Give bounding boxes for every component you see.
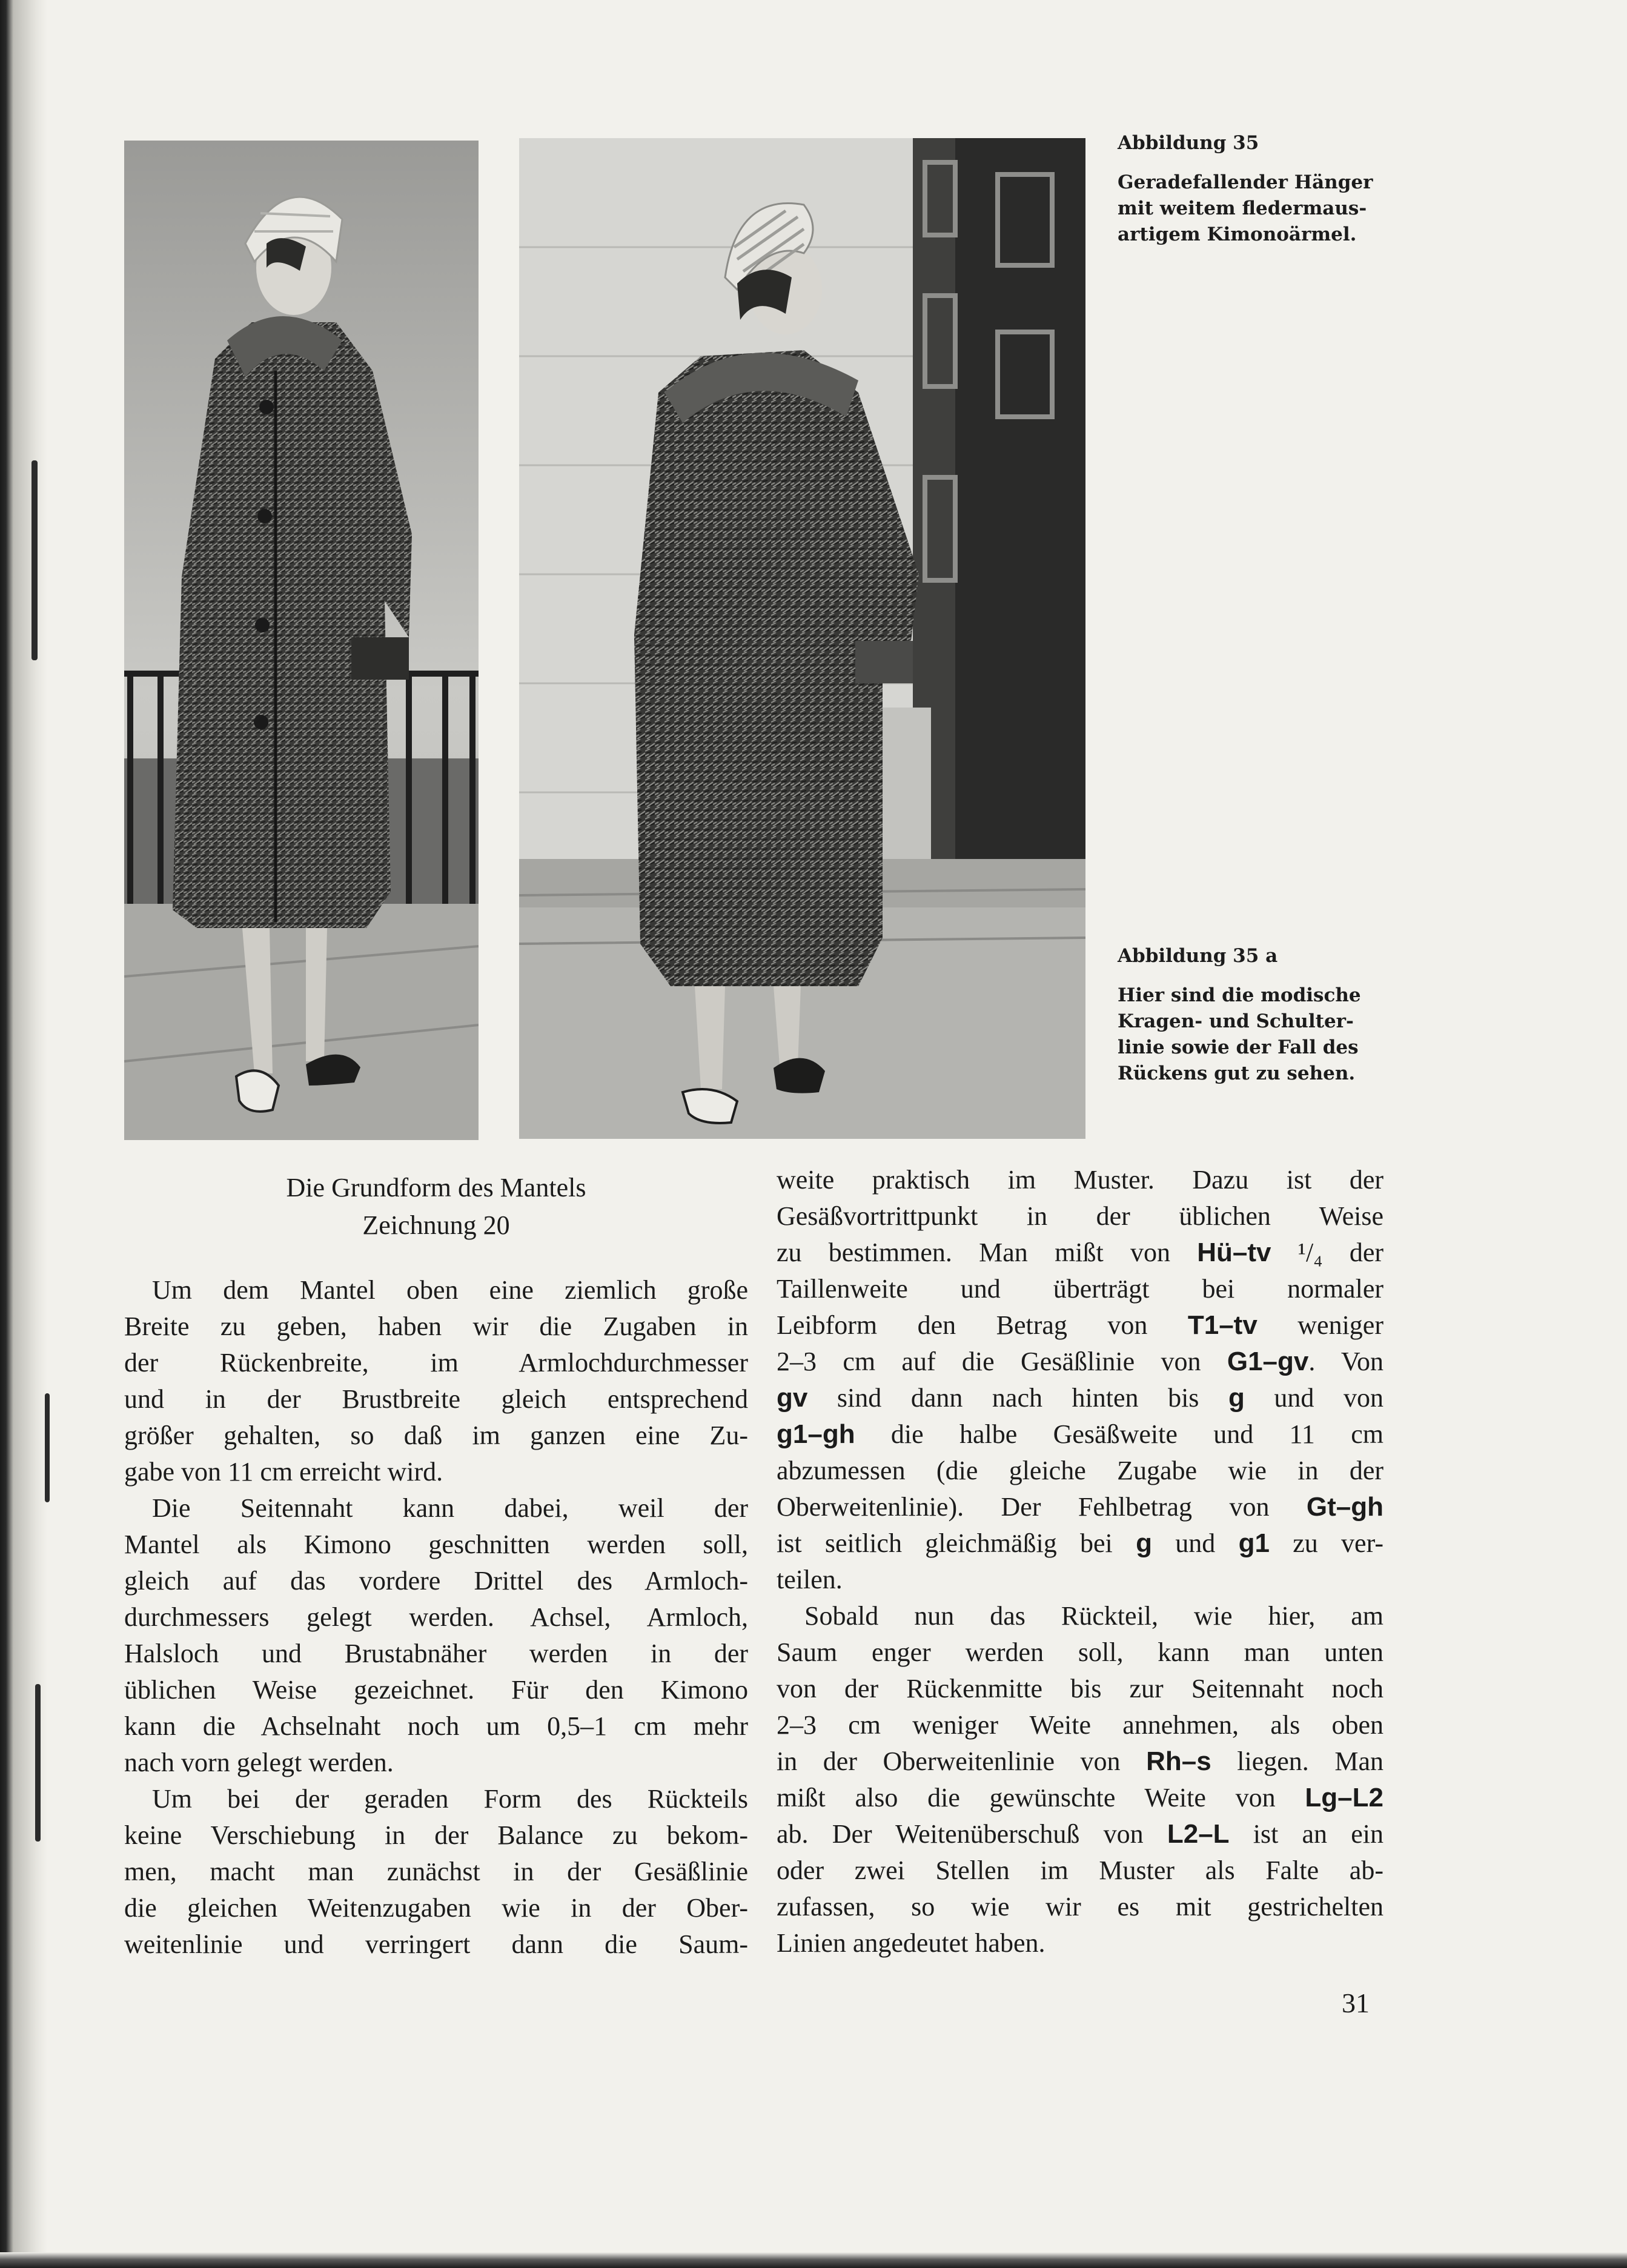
text-run: und [1151, 1528, 1239, 1558]
measurement-label: Lg–L2 [1305, 1783, 1383, 1812]
text-line [777, 1416, 1383, 1453]
text-run: die halbe Gesäßweite und 11 cm [855, 1419, 1383, 1449]
text-line: üblichen Weise gezeichnet. Für den Kimono [124, 1675, 748, 1705]
text-line [777, 1235, 1383, 1271]
text-line [777, 1344, 1383, 1380]
text-line: Um dem Mantel oben eine ziemlich große [152, 1275, 748, 1305]
measurement-label: T1–tv [1187, 1310, 1258, 1340]
caption-line: Geradefallender Hänger [1118, 171, 1373, 193]
figure-caption-35 [1118, 132, 1384, 248]
text-line: Um bei der geraden Form des Rückteils [152, 1784, 748, 1814]
text-line: und in der Brustbreite gleich entsprechend [124, 1384, 748, 1414]
text-line: 2–3 cm weniger Weite annehmen, als oben [777, 1710, 1383, 1740]
measurement-label: g1 [1238, 1528, 1270, 1558]
measurement-label: L2–L [1167, 1819, 1230, 1849]
text-line: Breite zu geben, haben wir die Zugaben in [124, 1311, 748, 1341]
text-line: Taillenweite und überträgt bei normaler [777, 1274, 1383, 1304]
text-column-left [124, 1272, 748, 1963]
page-number: 31 [1342, 1988, 1370, 2018]
figure-caption-35a [1118, 945, 1384, 1087]
caption-title: Abbildung 35 [1118, 132, 1259, 154]
text-line: weite praktisch im Muster. Dazu ist der [777, 1165, 1383, 1195]
text-run: ist an ein [1229, 1819, 1383, 1849]
caption-line: artigem Kimonoärmel. [1118, 224, 1357, 245]
caption-text [1118, 983, 1384, 1087]
caption-line: mit weitem fledermaus- [1118, 197, 1367, 219]
text-line: Linien angedeutet haben. [777, 1928, 1045, 1958]
text-line: von der Rückenmitte bis zur Seitennaht noch [777, 1674, 1383, 1703]
caption-line: Rückens gut zu sehen. [1118, 1063, 1356, 1084]
text-line: durchmessers gelegt werden. Achsel, Armloch, [124, 1602, 748, 1632]
text-line: Halsloch und Brustabnäher werden in der [124, 1639, 748, 1668]
text-line: abzumessen (die gleiche Zugabe wie in der [777, 1456, 1383, 1485]
text-run: ist seitlich gleichmäßig bei [777, 1528, 1136, 1558]
text-line [777, 1525, 1383, 1562]
text-line: gabe von 11 cm erreicht wird. [124, 1457, 443, 1487]
measurement-label: gv [777, 1383, 808, 1413]
section-subtitle: Zeichnung 20 [362, 1210, 510, 1240]
caption-title: Abbildung 35 a [1118, 945, 1278, 967]
photo-coat-back [519, 138, 1085, 1139]
photo-coat-front [124, 141, 479, 1140]
text-run: in der Oberweitenlinie von [777, 1746, 1147, 1776]
text-line: Die Seitennaht kann dabei, weil der [152, 1493, 748, 1523]
text-line [777, 1380, 1383, 1416]
binding-staple [35, 1684, 41, 1842]
measurement-label: G1–gv [1227, 1347, 1309, 1376]
text-run: ab. Der Weitenüberschuß von [777, 1819, 1167, 1849]
text-line: keine Verschiebung in der Balance zu bekom- [124, 1820, 748, 1850]
measurement-label: Gt–gh [1306, 1492, 1383, 1522]
text-line: teilen. [777, 1565, 843, 1594]
text-run: ¹/₄ der [1271, 1238, 1384, 1267]
section-heading [124, 1169, 748, 1244]
page-binding-edge [0, 0, 47, 2268]
caption-line: Kragen- und Schulter- [1118, 1010, 1354, 1032]
text-line [777, 1816, 1383, 1852]
measurement-label: Hü–tv [1197, 1238, 1271, 1267]
text-run: mißt also die gewünschte Weite von [777, 1783, 1305, 1812]
binding-staple [45, 1393, 50, 1502]
text-run: sind dann nach hinten bis [807, 1383, 1228, 1413]
text-line: Mantel als Kimono geschnitten werden soll, [124, 1530, 748, 1559]
page-bottom-edge [0, 2252, 1627, 2268]
text-run: zu bestimmen. Man mißt von [777, 1238, 1198, 1267]
text-line: gleich auf das vordere Drittel des Armloch- [124, 1566, 748, 1596]
measurement-label: g [1228, 1383, 1245, 1413]
caption-line: Hier sind die modische [1118, 984, 1361, 1006]
text-run: liegen. Man [1211, 1746, 1383, 1776]
text-column-right [777, 1162, 1383, 1961]
text-run: zu ver- [1269, 1528, 1383, 1558]
measurement-label: g [1136, 1528, 1152, 1558]
text-line [777, 1489, 1383, 1525]
text-line [777, 1307, 1383, 1344]
text-line: men, macht man zunächst in der Gesäßlinie [124, 1857, 748, 1886]
text-line: Sobald nun das Rückteil, wie hier, am [804, 1601, 1383, 1631]
text-line: die gleichen Weitenzugaben wie in der Ober- [124, 1893, 748, 1923]
text-line: weitenlinie und verringert dann die Saum- [124, 1929, 748, 1959]
text-line: größer gehalten, so daß im ganzen eine Zu- [124, 1421, 748, 1450]
text-run: Oberweitenlinie). Der Fehlbetrag von [777, 1492, 1307, 1522]
text-run: weniger [1257, 1310, 1383, 1340]
text-line: nach vorn gelegt werden. [124, 1748, 394, 1777]
text-line: zufassen, so wie wir es mit gestrichelten [777, 1892, 1383, 1921]
measurement-label: Rh–s [1146, 1746, 1211, 1776]
text-line: der Rückenbreite, im Armlochdurchmesser [124, 1348, 748, 1378]
text-line [777, 1780, 1383, 1816]
caption-text [1118, 170, 1384, 248]
section-title: Die Grundform des Mantels [286, 1173, 586, 1202]
text-line: oder zwei Stellen im Muster als Falte ab- [777, 1855, 1383, 1885]
text-line [777, 1743, 1383, 1780]
measurement-label: g1–gh [777, 1419, 855, 1449]
text-run: . Von [1308, 1347, 1383, 1376]
text-run: 2–3 cm auf die Gesäßlinie von [777, 1347, 1227, 1376]
text-line: Saum enger werden soll, kann man unten [777, 1637, 1383, 1667]
text-line: Gesäßvortrittpunkt in der üblichen Weise [777, 1201, 1383, 1231]
binding-staple [31, 460, 38, 660]
text-run: Leibform den Betrag von [777, 1310, 1188, 1340]
text-run: und von [1244, 1383, 1383, 1413]
text-line: kann die Achselnaht noch um 0,5–1 cm mehr [124, 1711, 748, 1741]
caption-line: linie sowie der Fall des [1118, 1036, 1359, 1058]
